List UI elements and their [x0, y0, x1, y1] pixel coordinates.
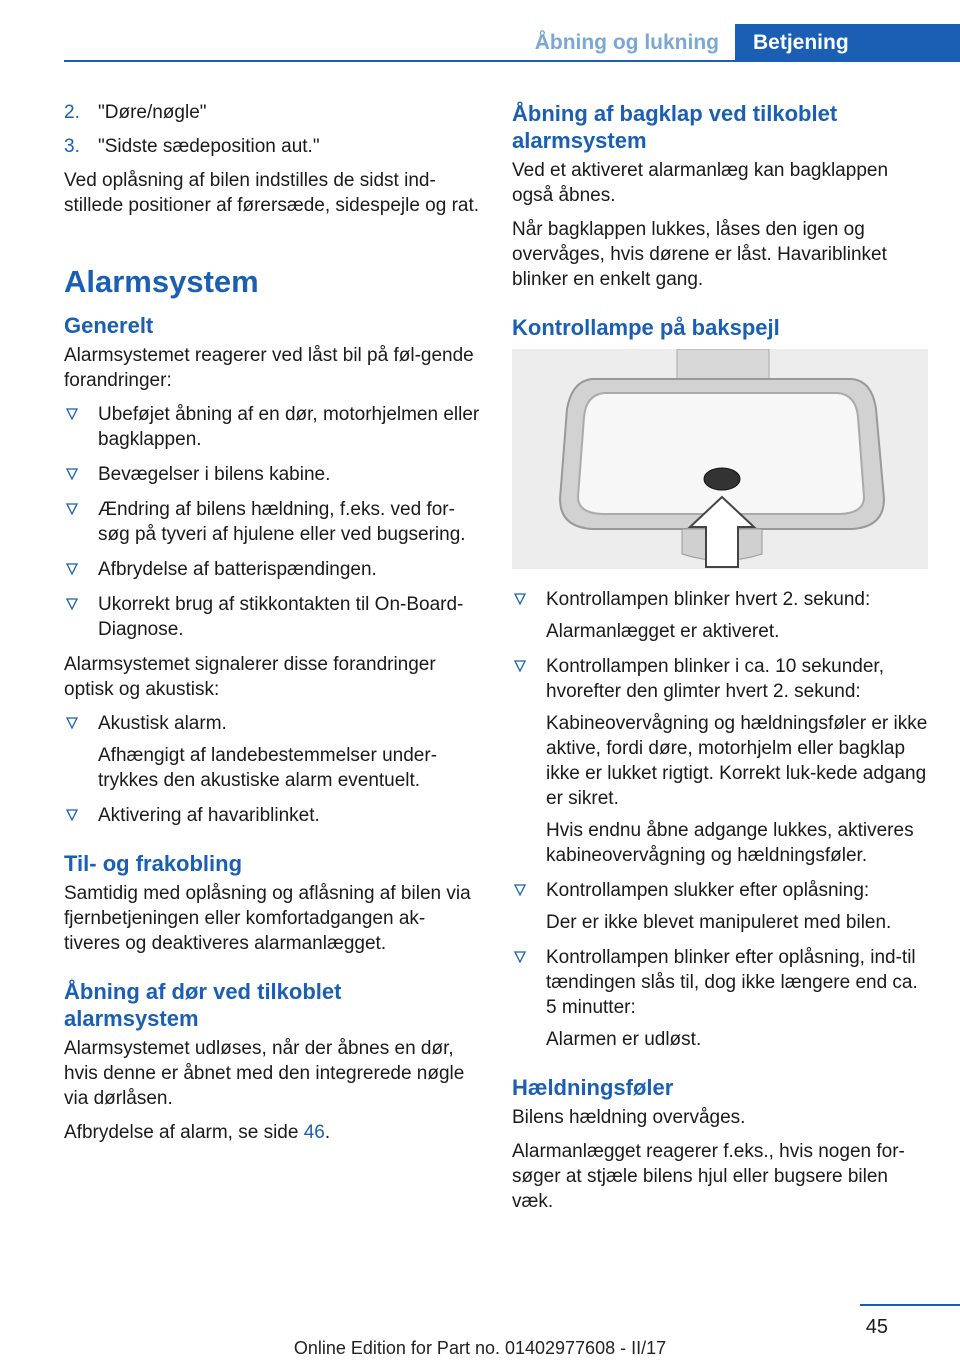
triangle-bullet-icon — [66, 598, 78, 610]
heading-til-fra: Til- og frakobling — [64, 851, 243, 876]
change-list — [64, 402, 480, 642]
list-item: Ukorrekt brug af stikkontakten til On-Board-Diagnose. — [64, 592, 480, 642]
triangle-bullet-icon — [514, 951, 526, 963]
page-number: 45 — [865, 1316, 888, 1338]
triangle-bullet-icon — [66, 809, 78, 821]
heading-doer: Åbning af dør ved tilkoblet alarmsystem — [64, 979, 342, 1031]
intro-paragraph: Ved oplåsning af bilen indstilles de sidst ind-stillede positioner af førersæde, sidespejle og rat. — [64, 170, 480, 216]
list-item: Akustisk alarm. Afhængigt af landebestemmelser under-trykkes den akustiske alarm eventuelt. — [64, 711, 480, 793]
triangle-bullet-icon — [66, 408, 78, 420]
kontrollampe-list — [512, 587, 928, 1052]
list-item: Kontrollampen blinker efter oplåsning, ind-til tændingen slås til, dog ikke længere end ca. 5 minutter: Alarmen er udløst. — [512, 945, 928, 1052]
header-section: Åbning og lukning — [534, 31, 719, 54]
list-item-note: Hvis endnu åbne adgange lukkes, aktiveres kabineovervågning og hældningsføler. — [546, 820, 914, 866]
item-number: 2. — [64, 102, 80, 123]
list-item-note: Alarmanlægget er aktiveret. — [546, 621, 780, 642]
numbered-item — [64, 100, 480, 125]
triangle-bullet-icon — [514, 884, 526, 896]
triangle-bullet-icon — [514, 660, 526, 672]
section-title: Alarmsystem — [64, 264, 259, 299]
heading-bagklap: Åbning af bagklap ved tilkoblet alarmsystem — [512, 101, 838, 153]
til-fra-text: Samtidig med oplåsning og aflåsning af bilen via fjernbetjeningen eller komfortadgangen ak-tiveres og deaktiveres alarmanlægget. — [64, 883, 471, 954]
alarm-reference: Afbrydelse af alarm, se side 46. — [64, 1122, 331, 1143]
left-column — [64, 100, 480, 1154]
bagklap-p2: Når bagklappen lukkes, låses den igen og overvåges, hvis dørene er låst. Havariblinket blinker en enkelt gang. — [512, 219, 887, 290]
list-item-note: Kabineovervågning og hældningsføler er ikke aktive, fordi døre, motorhjelm eller bagklap ikke er lukket rigtigt. Korrekt luk-kede adgang er sikret. — [546, 713, 928, 809]
generelt-text: Alarmsystemet reagerer ved låst bil på føl-gende forandringer: — [64, 345, 474, 391]
right-column — [512, 100, 928, 1223]
header-rule — [64, 60, 960, 62]
bagklap-p1: Ved et aktiveret alarmanlæg kan bagklappen også åbnes. — [512, 160, 889, 206]
numbered-item — [64, 134, 480, 159]
list-item-note: Der er ikke blevet manipuleret med bilen. — [546, 912, 892, 933]
item-text: "Døre/nøgle" — [98, 102, 207, 123]
list-item-note: Afhængigt af landebestemmelser under-trykkes den akustiske alarm eventuelt. — [98, 745, 438, 791]
triangle-bullet-icon — [66, 717, 78, 729]
signal-text: Alarmsystemet signalerer disse forandringer optisk og akustisk: — [64, 654, 436, 700]
heading-haeldningsfoeler: Hældningsføler — [512, 1075, 674, 1100]
page-number-rule — [860, 1304, 960, 1306]
rearview-mirror-illustration — [512, 349, 928, 569]
list-item: Kontrollampen blinker hvert 2. sekund: Alarmanlægget er aktiveret. — [512, 587, 928, 644]
triangle-bullet-icon — [66, 503, 78, 515]
list-item: Kontrollampen slukker efter oplåsning: Der er ikke blevet manipuleret med bilen. — [512, 878, 928, 935]
list-item: Kontrollampen blinker i ca. 10 sekunder, hvorefter den glimter hvert 2. sekund: Kabineovervågning og hældningsføler er ikke aktive, fordi døre, motorhjelm eller bagklap ikke er lukket rigtigt. Korrekt luk-kede adgang er sikret. Hvis endnu åbne adgange lukkes, aktiveres kabineovervågning og hældningsføler. — [512, 654, 928, 868]
list-item: Bevægelser i bilens kabine. — [64, 462, 480, 487]
list-item: Afbrydelse af batterispændingen. — [64, 557, 480, 582]
list-item: Ændring af bilens hældning, f.eks. ved for-søg på tyveri af hjulene eller ved bugsering. — [64, 497, 480, 547]
triangle-bullet-icon — [66, 563, 78, 575]
item-text: "Sidste sædeposition aut." — [98, 136, 320, 157]
doer-text: Alarmsystemet udløses, når der åbnes en dør, hvis denne er åbnet med den integrerede nøgle via dørlåsen. — [64, 1038, 465, 1109]
triangle-bullet-icon — [514, 593, 526, 605]
haeld-p2: Alarmanlægget reagerer f.eks., hvis nogen for-søger at stjæle bilens hjul eller bugsere bilen væk. — [512, 1141, 905, 1212]
item-number: 3. — [64, 136, 80, 157]
haeld-p1: Bilens hældning overvåges. — [512, 1107, 746, 1128]
page-link[interactable]: 46 — [303, 1122, 325, 1143]
list-item: Ubeføjet åbning af en dør, motorhjelmen eller bagklappen. — [64, 402, 480, 452]
triangle-bullet-icon — [66, 468, 78, 480]
list-item-note: Alarmen er udløst. — [546, 1029, 702, 1050]
footer-edition: Online Edition for Part no. 01402977608 - II/17 — [293, 1338, 667, 1358]
list-item: Aktivering af havariblinket. — [64, 803, 480, 828]
heading-kontrollampe: Kontrollampe på bakspejl — [512, 315, 780, 340]
heading-generelt: Generelt — [64, 313, 154, 338]
signal-list — [64, 711, 480, 828]
header-chapter-tab: Betjening — [735, 24, 960, 62]
